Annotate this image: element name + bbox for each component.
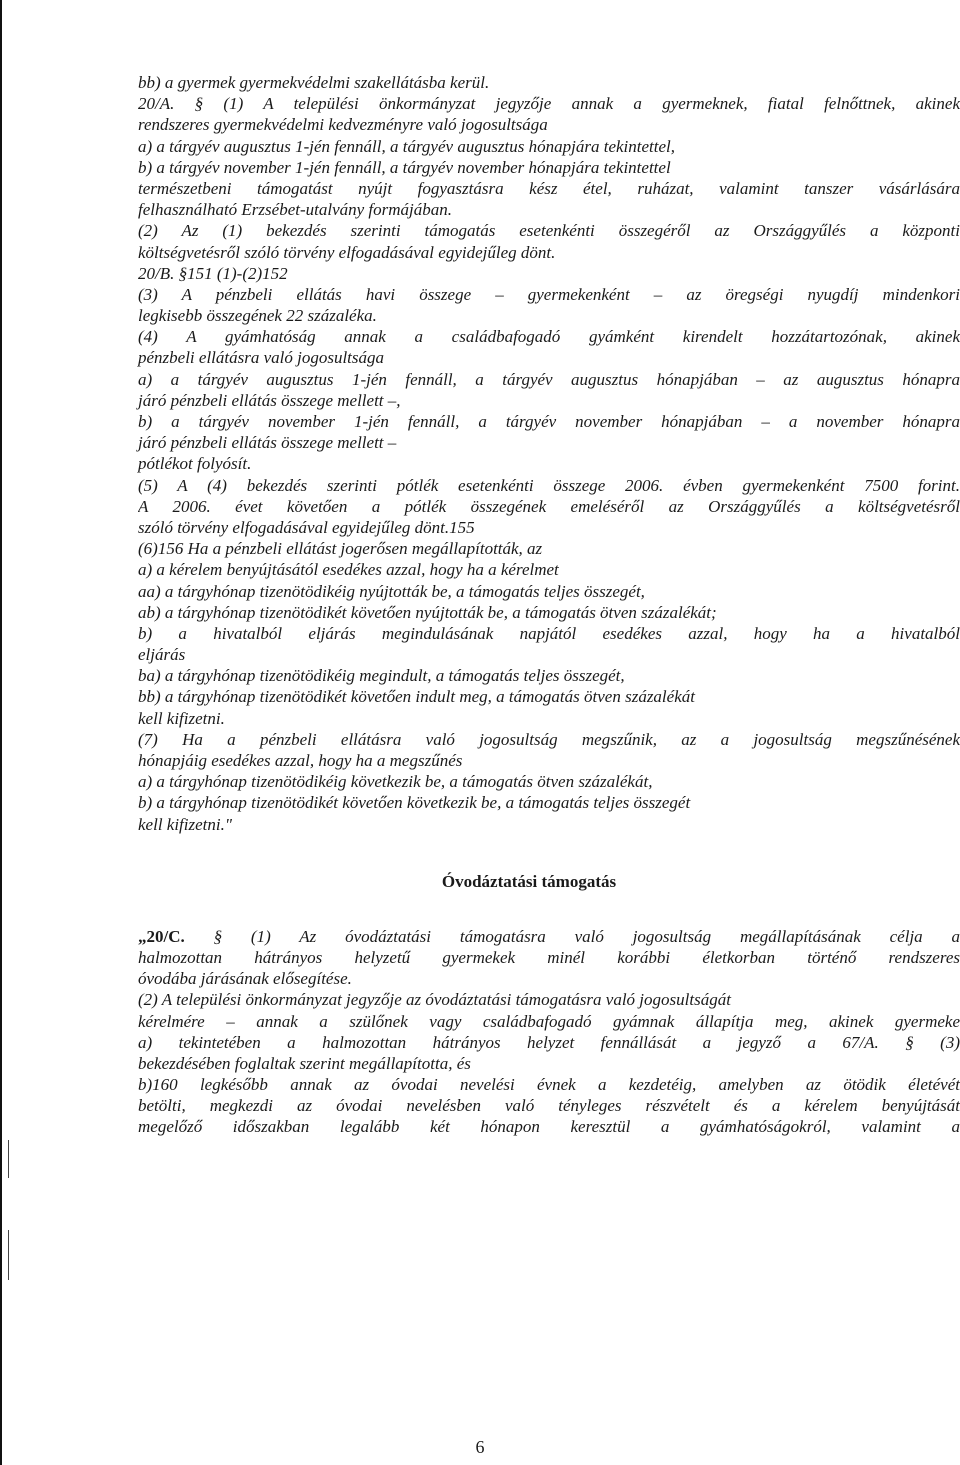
text-line: felhasználható Erzsébet-utalvány formájában. — [138, 200, 453, 220]
text-line: (6)156 Ha a pénzbeli ellátást jogerősen megállapították, az — [138, 539, 543, 559]
text-line: kell kifizetni. — [138, 708, 225, 728]
scan-edge-line — [0, 0, 2, 1465]
text-line: legkisebb összegének 22 százaléka. — [138, 306, 377, 326]
text-line: (3) A pénzbeli ellátás havi összege – gyermekenként – az öregségi nyugdíj mindenkori — [138, 284, 960, 304]
text-line: pótlékot folyósít. — [138, 454, 252, 474]
text-line: a) a kérelem benyújtásától esedékes azzal, hogy ha a kérelmet — [138, 560, 559, 580]
text-line: bb) a tárgyhónap tizenötödikét követően indult meg, a támogatás ötven százalékát — [138, 687, 695, 707]
text-line: járó pénzbeli ellátás összege mellett – — [138, 433, 397, 453]
text-line: (4) A gyámhatóság annak a családbafogadó gyámként kirendelt hozzátartozónak, akinek — [138, 327, 960, 347]
page-number: 6 — [475, 1437, 485, 1457]
text-line: (5) A (4) bekezdés szerinti pótlék esetenkénti összege 2006. évben gyermekenként 7500 forint. — [138, 475, 960, 495]
section-number: „20/C. — [138, 926, 185, 946]
text-line: b) a tárgyhónap tizenötödikét követően következik be, a támogatás teljes összegét — [138, 793, 691, 813]
text-line: megelőző időszakban legalább két hónapon keresztül a gyámhatóságokról, valamint a — [138, 1117, 960, 1137]
text-line: halmozottan hátrányos helyzetű gyermekek minél korábbi életkorban történő rendszeres — [138, 947, 960, 967]
text-line: aa) a tárgyhónap tizenötödikéig nyújtották be, a támogatás teljes összegét, — [138, 581, 645, 601]
text-line: b) a hivatalból eljárás megindulásának napjától esedékes azzal, hogy ha a hivatalból — [138, 623, 960, 643]
text-line: b) a tárgyév november 1-jén fennáll, a tárgyév november hónapjára tekintettel — [138, 157, 671, 177]
text-line: b)160 legkésőbb annak az óvodai nevelési évnek a kezdetéig, amelyben az ötödik életévét — [138, 1075, 960, 1095]
text-line: természetbeni támogatást nyújt fogyasztásra kész étel, ruházat, valamint tanszer vásárlására — [138, 178, 960, 198]
text-line: kell kifizetni." — [138, 814, 232, 834]
text-line: A 2006. évet követően a pótlék összegének emeléséről az Országgyűlés a költségvetésről — [138, 496, 960, 516]
text-line: hónapjáig esedékes azzal, hogy ha a megszűnés — [138, 751, 463, 770]
text-line: költségvetésről szóló törvény elfogadásával egyidejűleg dönt. — [138, 242, 556, 262]
text-line: ba) a tárgyhónap tizenötödikéig megindult, a támogatás teljes összegét, — [138, 666, 625, 686]
text-line: kérelmére – annak a szülőnek vagy családbafogadó gyámnak állapítja meg, akinek gyermeke — [138, 1011, 960, 1031]
text-line: (2) A települési önkormányzat jegyzője az óvodáztatási támogatásra való jogosultságát — [138, 990, 731, 1010]
text-line: pénzbeli ellátásra való jogosultsága — [138, 348, 385, 368]
text-line: a) a tárgyév augusztus 1-jén fennáll, a tárgyév augusztus hónapjára tekintettel, — [138, 136, 675, 156]
text-line: a) a tárgyhónap tizenötödikéig következik be, a támogatás ötven százalékát, — [138, 772, 653, 792]
text-line: 20/A. § (1) A települési önkormányzat jegyzője annak a gyermeknek, fiatal felnőttnek, akinek — [138, 94, 960, 114]
text-line: b) a tárgyév november 1-jén fennáll, a tárgyév november hónapjában – a november hónapra — [138, 412, 960, 431]
document-body — [138, 72, 960, 1138]
text-line: bb) a gyermek gyermekvédelmi szakellátásba kerül. — [138, 73, 490, 92]
text-span: § (1) Az óvodáztatási támogatásra való jogosultság megállapításának célja a — [213, 926, 960, 946]
section-heading: Óvodáztatási támogatás — [441, 871, 617, 891]
text-line: (7) Ha a pénzbeli ellátásra való jogosultság megszűnik, az a jogosultság megszűnésének — [138, 729, 960, 749]
text-line: a) tekintetében a halmozottan hátrányos helyzet fennállását a jegyző a 67/A. § (3) — [138, 1032, 960, 1052]
text-line: ab) a tárgyhónap tizenötödikét követően nyújtották be, a támogatás ötven százalékát; — [138, 602, 717, 622]
text-line: a) a tárgyév augusztus 1-jén fennáll, a tárgyév augusztus hónapjában – az augusztus hónapra — [138, 369, 960, 389]
text-line: járó pénzbeli ellátás összege mellett –, — [138, 390, 401, 410]
text-line: betölti, megkezdi az óvodai nevelésben való tényleges részvételt és a kérelem benyújtását — [138, 1096, 960, 1116]
margin-mark — [8, 1140, 9, 1178]
text-line: szóló törvény elfogadásával egyidejűleg dönt.155 — [138, 517, 475, 537]
text-line: óvodába járásának elősegítése. — [138, 969, 352, 989]
text-line: 20/B. §151 (1)-(2)152 — [138, 263, 288, 283]
text-line — [138, 926, 960, 947]
text-line: (2) Az (1) bekezdés szerinti támogatás esetenkénti összegéről az Országgyűlés a központi — [138, 221, 960, 241]
text-line: eljárás — [138, 645, 186, 665]
text-line: bekezdésében foglaltak szerint megállapította, és — [138, 1053, 471, 1073]
text-line: rendszeres gyermekvédelmi kedvezményre való jogosultsága — [138, 115, 548, 135]
margin-mark — [8, 1230, 9, 1280]
